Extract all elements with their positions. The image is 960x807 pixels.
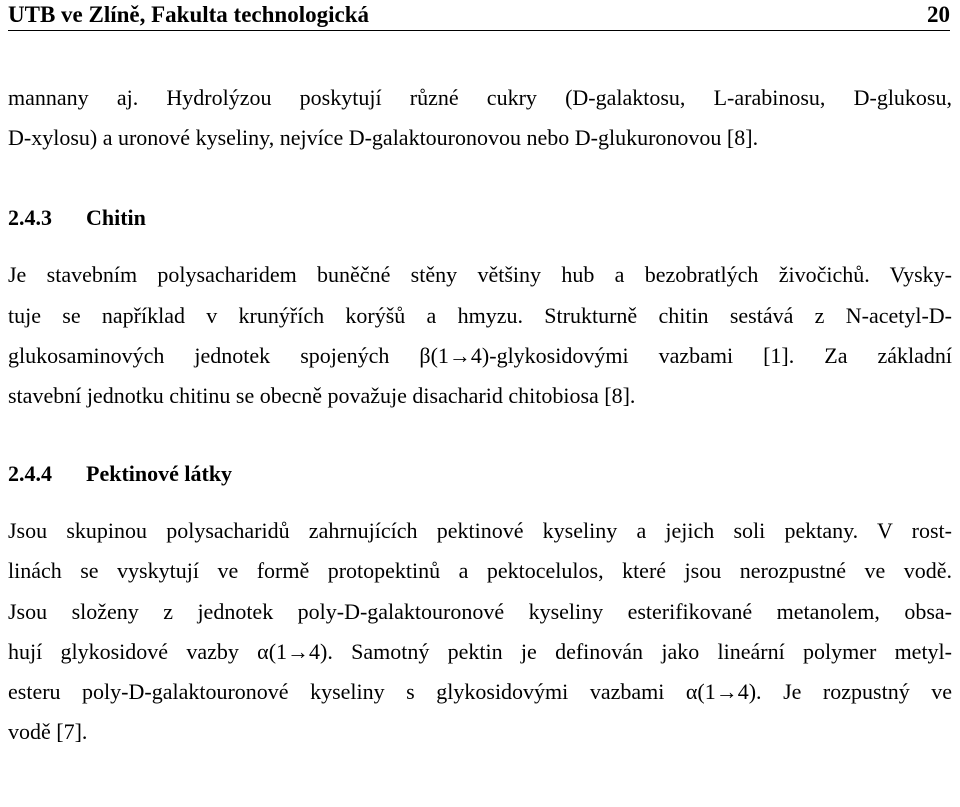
text-line: Jsou složeny z jednotek poly-D-galaktouronové kyseliny esterifikované metanolem, obsa- [8, 598, 952, 624]
page-number: 20 [927, 2, 950, 27]
text-line: Je stavebním polysacharidem buněčné stěny většiny hub a bezobratlých živočichů. Vysky- [8, 262, 952, 288]
section-number: 2.4.4 [8, 461, 52, 487]
section-title: Pektinové látky [86, 461, 233, 487]
paragraph-pektinove-latky [8, 511, 952, 752]
text-line: Jsou skupinou polysacharidů zahrnujících pektinové kyseliny a jejich soli pektany. V rost- [8, 518, 952, 544]
section-title: Chitin [86, 205, 146, 231]
text-line: stavební jednotku chitinu se obecně považuje disacharid chitobiosa [8]. [8, 383, 636, 409]
running-header [8, 0, 950, 31]
text-line: hují glykosidové vazby α(1→4). Samotný pektin je definován jako lineární polymer metyl- [8, 638, 952, 664]
header-title: UTB ve Zlíně, Fakulta technologická [8, 2, 369, 27]
text-line: glukosaminových jednotek spojených β(1→4)-glykosidovými vazbami [1]. Za základní [8, 342, 952, 368]
text-line: vodě [7]. [8, 719, 88, 745]
text-line: tuje se například v krunýřích korýšů a hmyzu. Strukturně chitin sestává z N-acetyl-D- [8, 302, 952, 328]
section-heading-pektinove-latky [8, 454, 952, 494]
page-body [8, 78, 952, 752]
paragraph-continuation [8, 78, 952, 158]
text-line: esteru poly-D-galaktouronové kyseliny s glykosidovými vazbami α(1→4). Je rozpustný ve [8, 679, 952, 705]
text-line: linách se vyskytují ve formě protopektinů a pektocelulos, které jsou nerozpustné ve vodě. [8, 558, 952, 584]
section-heading-chitin [8, 198, 952, 238]
section-number: 2.4.3 [8, 205, 52, 231]
text-line: mannany aj. Hydrolýzou poskytují různé cukry (D-galaktosu, L-arabinosu, D-glukosu, [8, 85, 952, 110]
paragraph-chitin [8, 255, 952, 416]
text-line: D-xylosu) a uronové kyseliny, nejvíce D-galaktouronovou nebo D-glukuronovou [8]. [8, 125, 759, 151]
